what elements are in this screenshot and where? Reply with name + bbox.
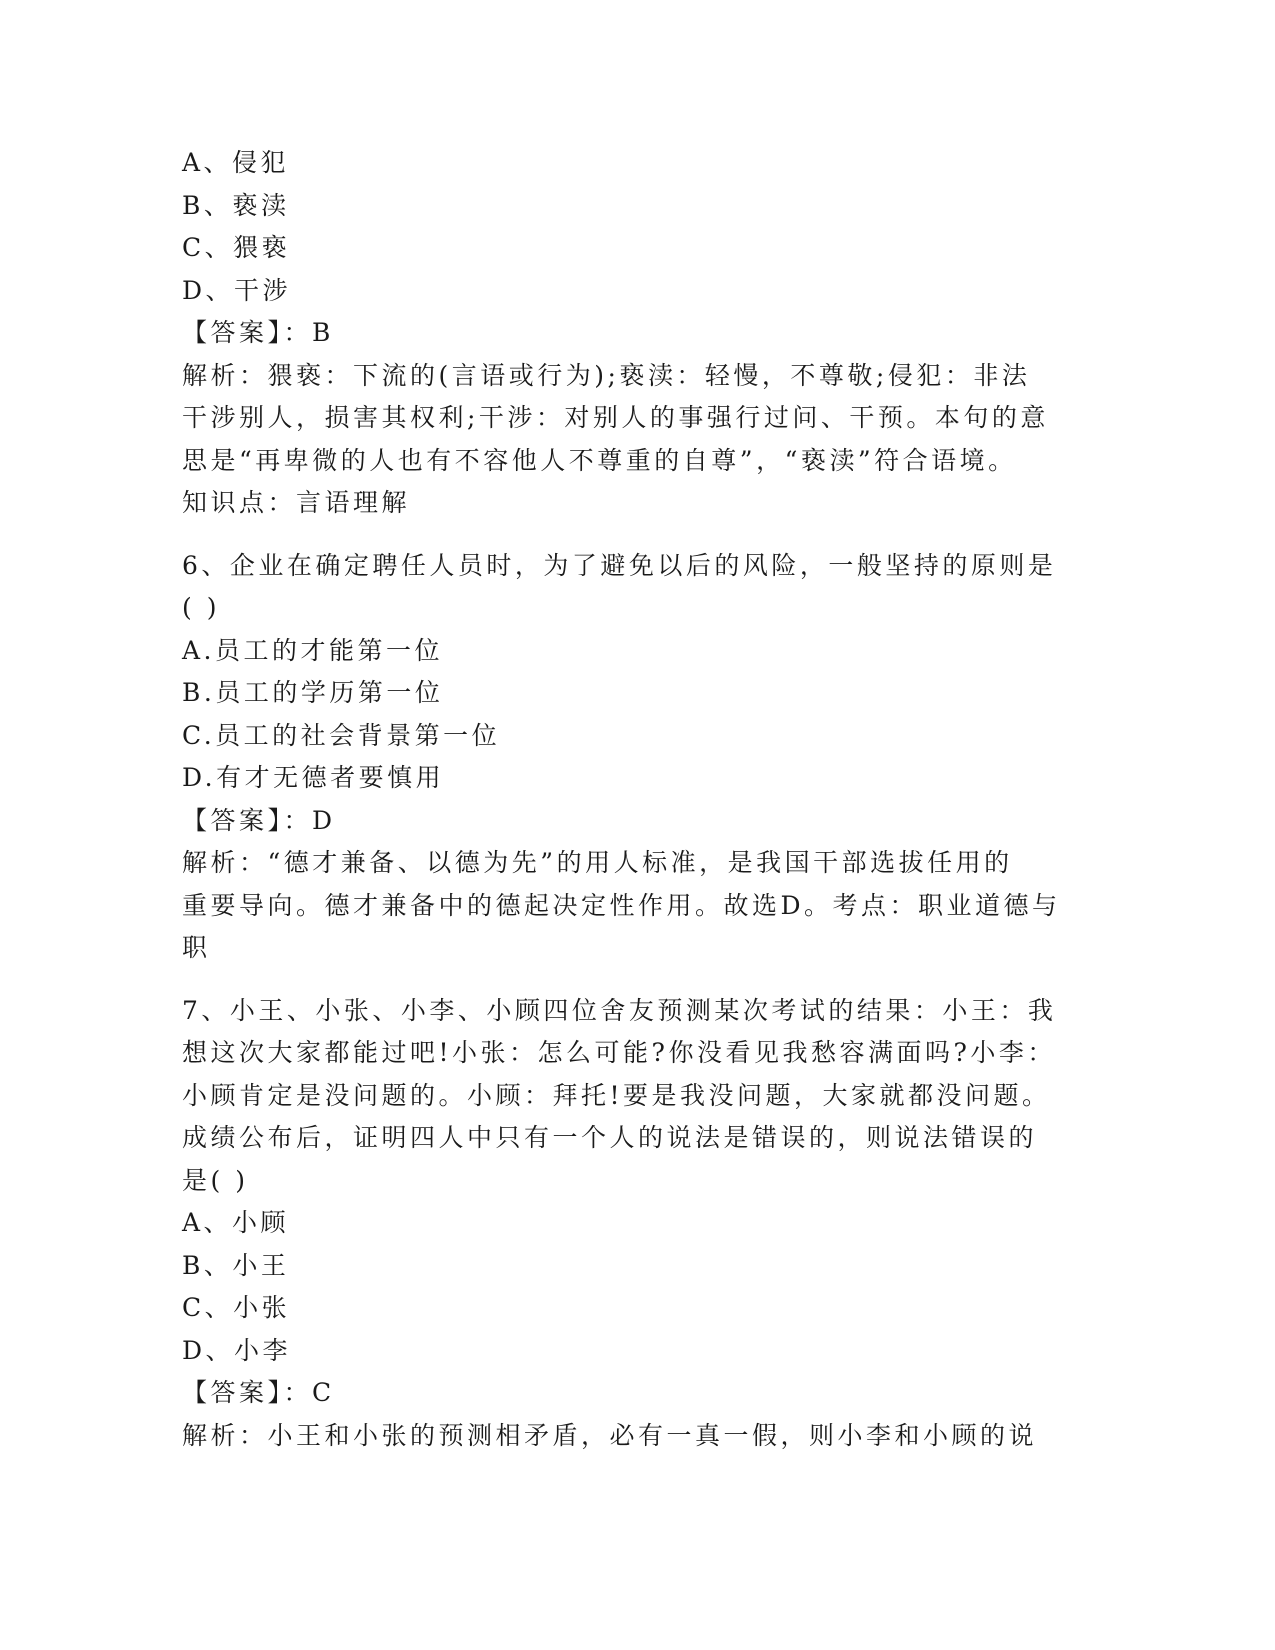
question-text-line: 7、小王、小张、小李、小顾四位舍友预测某次考试的结果：小王：我	[182, 995, 1057, 1025]
analysis-line: 解析：“德才兼备、以德为先”的用人标准，是我国干部选拔任用的	[182, 848, 1013, 877]
question-text-line: 小顾肯定是没问题的。小顾：拜托!要是我没问题，大家就都没问题。	[182, 1080, 1051, 1110]
analysis-line: 职	[182, 933, 211, 962]
question-6-block	[182, 545, 1062, 970]
spacer	[182, 970, 1062, 990]
answer-line: 【答案】：C	[182, 1378, 335, 1407]
analysis-line: 重要导向。德才兼备中的德起决定性作用。故选D。考点：职业道德与	[182, 890, 1061, 920]
analysis-line: 解析：小王和小张的预测相矛盾，必有一真一假，则小李和小顾的说	[182, 1420, 1038, 1450]
question-text-line: 想这次大家都能过吧!小张：怎么可能?你没看见我愁容满面吗?小李：	[182, 1038, 1056, 1067]
question-text-line: 是( )	[182, 1165, 249, 1195]
spacer	[182, 525, 1062, 545]
option-c: C.员工的社会背景第一位	[182, 720, 501, 750]
question-text-line: 6、企业在确定聘任人员时，为了避免以后的风险，一般坚持的原则是	[182, 550, 1057, 580]
analysis-line: 知识点：言语理解	[182, 488, 411, 517]
analysis-line: 解析：猥亵：下流的(言语或行为);亵渎：轻慢，不尊敬;侵犯：非法	[182, 360, 1031, 390]
question-text-line: 成绩公布后，证明四人中只有一个人的说法是错误的，则说法错误的	[182, 1123, 1038, 1152]
option-d: D.有才无德者要慎用	[182, 763, 445, 792]
analysis-line: 干涉别人，损害其权利;干涉：对别人的事强行过问、干预。本句的意	[182, 403, 1049, 432]
option-b: B、小王	[182, 1250, 290, 1280]
option-b: B.员工的学历第一位	[182, 678, 444, 707]
option-c: C、猥亵	[182, 233, 291, 262]
answer-line: 【答案】：B	[182, 318, 334, 347]
answer-line: 【答案】：D	[182, 805, 336, 835]
question-5-block	[182, 142, 1062, 525]
option-a: A、小顾	[182, 1208, 290, 1237]
option-b: B、亵渎	[182, 190, 290, 220]
question-text-line: ( )	[182, 593, 220, 622]
option-d: D、小李	[182, 1335, 292, 1365]
page-content	[182, 142, 1062, 1457]
option-a: A、侵犯	[182, 148, 290, 177]
option-a: A.员工的才能第一位	[182, 635, 444, 665]
option-d: D、干涉	[182, 275, 292, 305]
question-7-block	[182, 990, 1062, 1458]
option-c: C、小张	[182, 1293, 291, 1322]
analysis-line: 思是“再卑微的人也有不容他人不尊重的自尊”，“亵渎”符合语境。	[182, 445, 1017, 475]
